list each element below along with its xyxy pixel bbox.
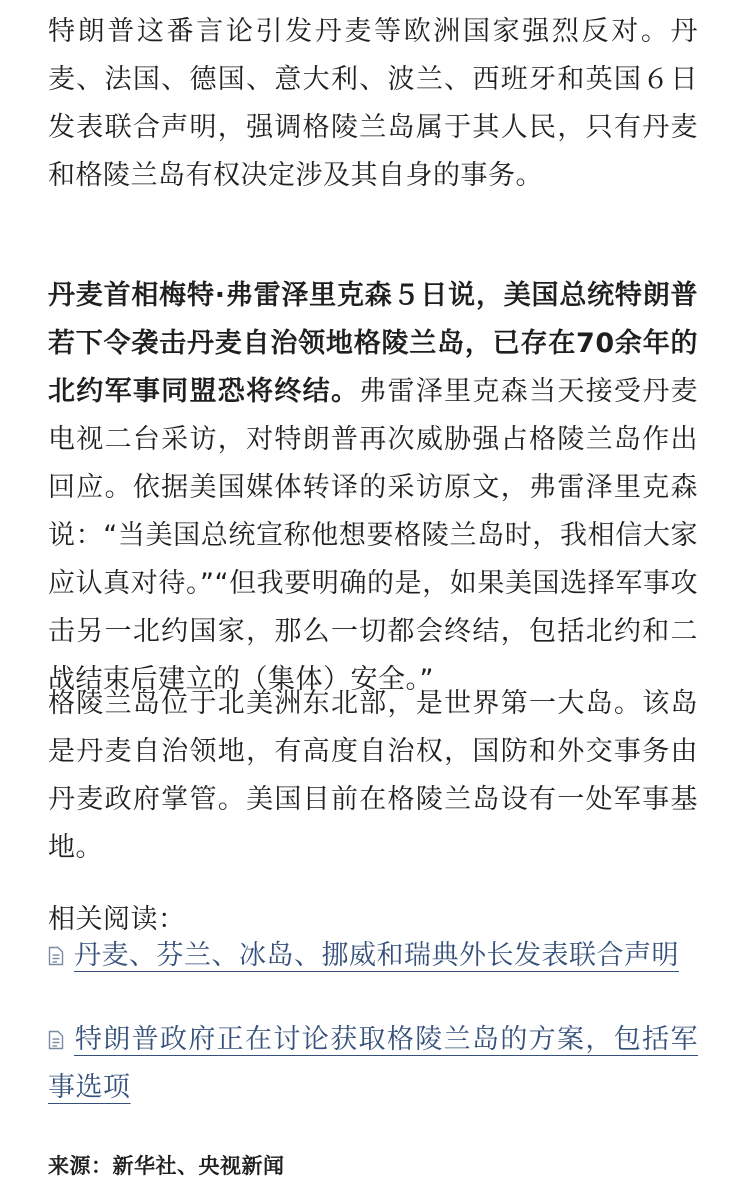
paragraph-lead-bold: 丹麦首相梅特·弗雷泽里克森５日说，美国总统特朗普若下令袭击丹麦自治领地格陵兰岛，已存在70余年的北约军事同盟恐将终结。 (48, 280, 698, 407)
document-icon (48, 946, 64, 966)
paragraph-greenland-info: 格陵兰岛位于北美洲东北部，是世界第一大岛。该岛是丹麦自治领地，有高度自治权，国防和外交事务由丹麦政府掌管。美国目前在格陵兰岛设有一处军事基地。 (48, 688, 698, 863)
related-link-trump-greenland-plan[interactable] (48, 1016, 698, 1112)
document-icon (48, 1030, 64, 1050)
related-link-label[interactable]: 特朗普政府正在讨论获取格陵兰岛的方案，包括军事选项 (48, 1024, 698, 1103)
source-attribution: 来源：新华社、央视新闻 (48, 1154, 285, 1178)
related-reading-heading: 相关阅读： (48, 904, 186, 935)
related-link-label[interactable]: 丹麦、芬兰、冰岛、挪威和瑞典外长发表联合声明 (74, 940, 679, 971)
paragraph-joint-statement: 特朗普这番言论引发丹麦等欧洲国家强烈反对。丹麦、法国、德国、意大利、波兰、西班牙和英国６日发表联合声明，强调格陵兰岛属于其人民，只有丹麦和格陵兰岛有权决定涉及其自身的事务。 (48, 16, 698, 191)
paragraph-danish-pm (48, 272, 698, 704)
paragraph-body: 弗雷泽里克森当天接受丹麦电视二台采访，对特朗普再次威胁强占格陵兰岛作出回应。依据美国媒体转译的采访原文，弗雷泽里克森说：“当美国总统宣称他想要格陵兰岛时，我相信大家应认真对待。”“但我要明确的是，如果美国选择军事攻击另一北约国家，那么一切都会终结，包括北约和二战结束后建立的（集体）安全。” (48, 376, 698, 695)
related-link-nordic-statement[interactable] (48, 932, 698, 980)
